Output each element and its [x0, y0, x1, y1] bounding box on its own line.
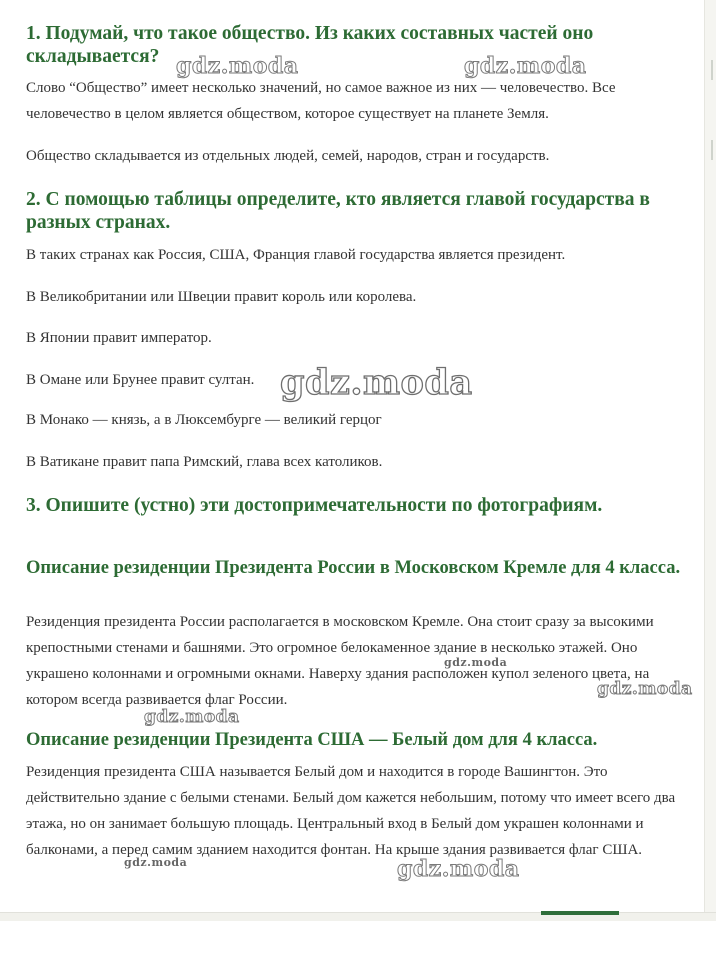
question-1-heading — [26, 22, 686, 68]
q2-paragraph-3: В Японии правит император. — [26, 330, 212, 346]
right-sidebar-edge — [704, 0, 716, 912]
q2-paragraph-5: В Монако — князь, а в Люксембурге — великий герцог — [26, 412, 382, 428]
watermark-logo: gdz.moda — [176, 53, 299, 79]
watermark-logo: gdz.moda — [444, 656, 508, 669]
question-1-heading-line1: 1. Подумай, что такое общество. Из каких составных частей оно — [26, 23, 594, 44]
watermark-logo: gdz.moda — [597, 679, 693, 699]
russia-residence-text: Резиденция президента России располагается в московском Кремле. Она стоит сразу за высокими крепостными стенами и башнями. Это огромное белокаменное здание в несколько этажей. Оно украшено колоннами и огромными окнами. Наверху здания расположен купол зеленого цвета, на котором всегда развивается флаг России. — [26, 614, 654, 708]
q2-paragraph-4: В Омане или Брунее правит султан. — [26, 372, 255, 388]
watermark-logo: gdz.moda — [397, 856, 520, 882]
q1-paragraph-1: Слово “Общество” имеет несколько значений, но самое важное из них — человечество. Все человечество в целом является обществом, которое существует на планете Земля. — [26, 80, 616, 122]
watermark-logo: gdz.moda — [144, 707, 240, 727]
q2-paragraph-1: В таких странах как Россия, США, Франция главой государства является президент. — [26, 247, 566, 263]
question-2-heading: 2. С помощью таблицы определите, кто является главой государства в разных странах. — [26, 189, 650, 233]
q1-paragraph-2: Общество складывается из отдельных людей, семей, народов, стран и государств. — [26, 148, 550, 164]
question-3-heading: 3. Опишите (устно) эти достопримечательности по фотографиям. — [26, 495, 603, 516]
usa-residence-text: Резиденция президента США называется Белый дом и находится в городе Вашингтон. Это действительно здание с белыми стенами. Белый дом кажется небольшим, потому что имеет всего два этажа, но он занимает большую площадь. Центральный вход в Белый дом украшен колоннами и балконами, а перед самим зданием находится фонтан. На крыше здания развивается флаг США. — [26, 764, 676, 858]
q2-paragraph-2: В Великобритании или Швеции правит король или королева. — [26, 289, 417, 305]
bottom-accent-tab[interactable] — [541, 911, 619, 915]
bottom-bar — [0, 912, 716, 921]
watermark-logo: gdz.moda — [124, 856, 188, 869]
sidebar-mark — [711, 140, 713, 160]
usa-residence-heading: Описание резиденции Президента США — Белый дом для 4 класса. — [26, 730, 598, 750]
russia-residence-heading: Описание резиденции Президента России в Московском Кремле для 4 класса. — [26, 558, 681, 578]
q2-paragraph-6: В Ватикане правит папа Римский, глава всех католиков. — [26, 454, 383, 470]
watermark-logo: gdz.moda — [464, 53, 587, 79]
question-1-heading-line2: складывается? — [26, 46, 160, 67]
watermark-logo: gdz.moda — [280, 362, 473, 403]
sidebar-mark — [711, 60, 713, 80]
